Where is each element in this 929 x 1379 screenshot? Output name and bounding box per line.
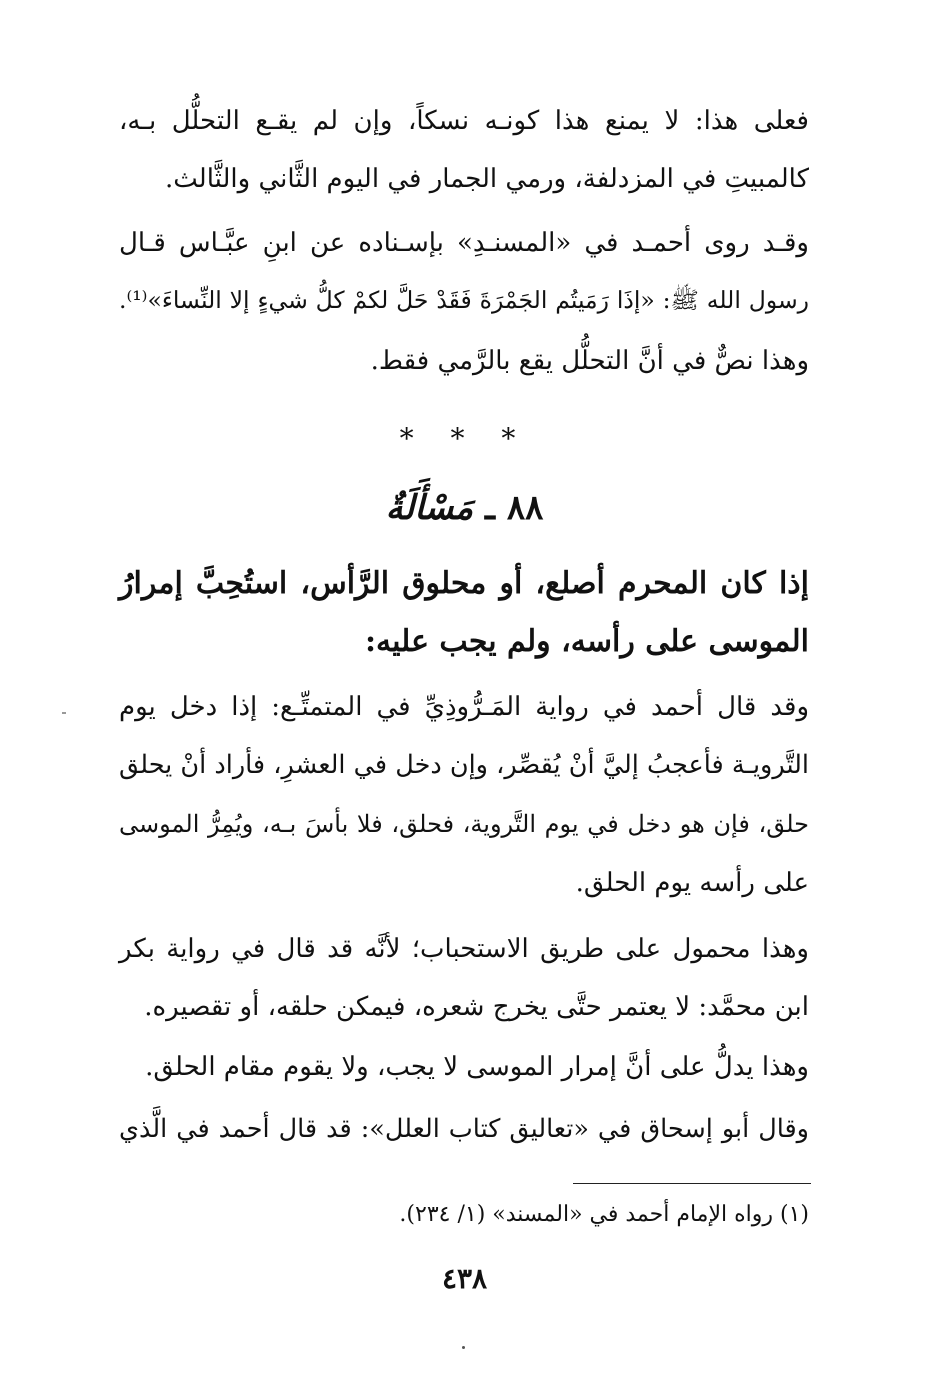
margin-mark — [62, 712, 66, 714]
hadith-line: رسول الله ﷺ: «إذَا رَمَيتُم الجَمْرَةَ فَقَدْ حَلَّ لكمْ كلُّ شيءٍ إلا النِّساءَ»⁽¹⁾. — [119, 286, 809, 314]
text-line: على رأسه يوم الحلق. — [575, 868, 809, 898]
text-line: وقد قال أحمد في رواية المَـرُّوذِيِّ في المتمتِّـع: إذا دخل يوم — [119, 692, 809, 722]
text-line: كالمبيتِ في المزدلفة، ورمي الجمار في اليوم الثَّاني والثَّالث. — [165, 164, 809, 194]
footnote: (١) رواه الإمام أحمد في «المسند» (١/ ٢٣٤). — [399, 1202, 809, 1227]
text-line: وهذا يدلُّ على أنَّ إمرار الموسى لا يجب، ولا يقوم مقام الحلق. — [145, 1052, 809, 1082]
issue-number: ٨٨ ـ — [485, 488, 544, 528]
text-line: وقال أبو إسحاق في «تعاليق كتاب العلل»: قد قال أحمد في الَّذي — [119, 1114, 809, 1144]
footnote-rule — [573, 1183, 811, 1184]
question-line: الموسى على رأسه، ولم يجب عليه: — [364, 624, 809, 659]
issue-heading — [0, 488, 929, 528]
text-line: وهذا نصٌّ في أنَّ التحلُّل يقع بالرَّمي فقط. — [370, 346, 809, 376]
scan-dot — [462, 1346, 465, 1349]
text-line: وهذا محمول على طريق الاستحباب؛ لأنَّه قد قال في رواية بكر — [119, 934, 809, 964]
issue-title: مَسْأَلَةٌ — [385, 488, 474, 528]
text-line: فعلى هذا: لا يمنع هذا كونـه نسكاً، وإن لم يقـع التحلُّل بـه، — [119, 106, 809, 136]
section-separator: * * * — [399, 422, 530, 455]
question-line: إذا كان المحرم أصلع، أو محلوق الرَّأس، استُحِبَّ إمرارُ — [119, 566, 809, 601]
text-line: التَّرويـة فأعجبُ إليَّ أنْ يُقصِّر، وإن دخل في العشرِ، فأراد أنْ يحلق — [119, 750, 809, 780]
page-number: ٤٣٨ — [441, 1262, 488, 1295]
text-line: وقـد روى أحمـد في «المسنـدِ» بإسـناده عن ابنِ عبَّـاس قـال — [119, 228, 809, 258]
text-line: ابن محمَّد: لا يعتمر حتَّى يخرج شعره، فيمكن حلقه، أو تقصيره. — [144, 992, 809, 1022]
text-line: حلق، فإن هو دخل في يوم التَّروية، فحلق، فلا بأسَ بـه، ويُمِرُّ الموسى — [119, 810, 809, 838]
